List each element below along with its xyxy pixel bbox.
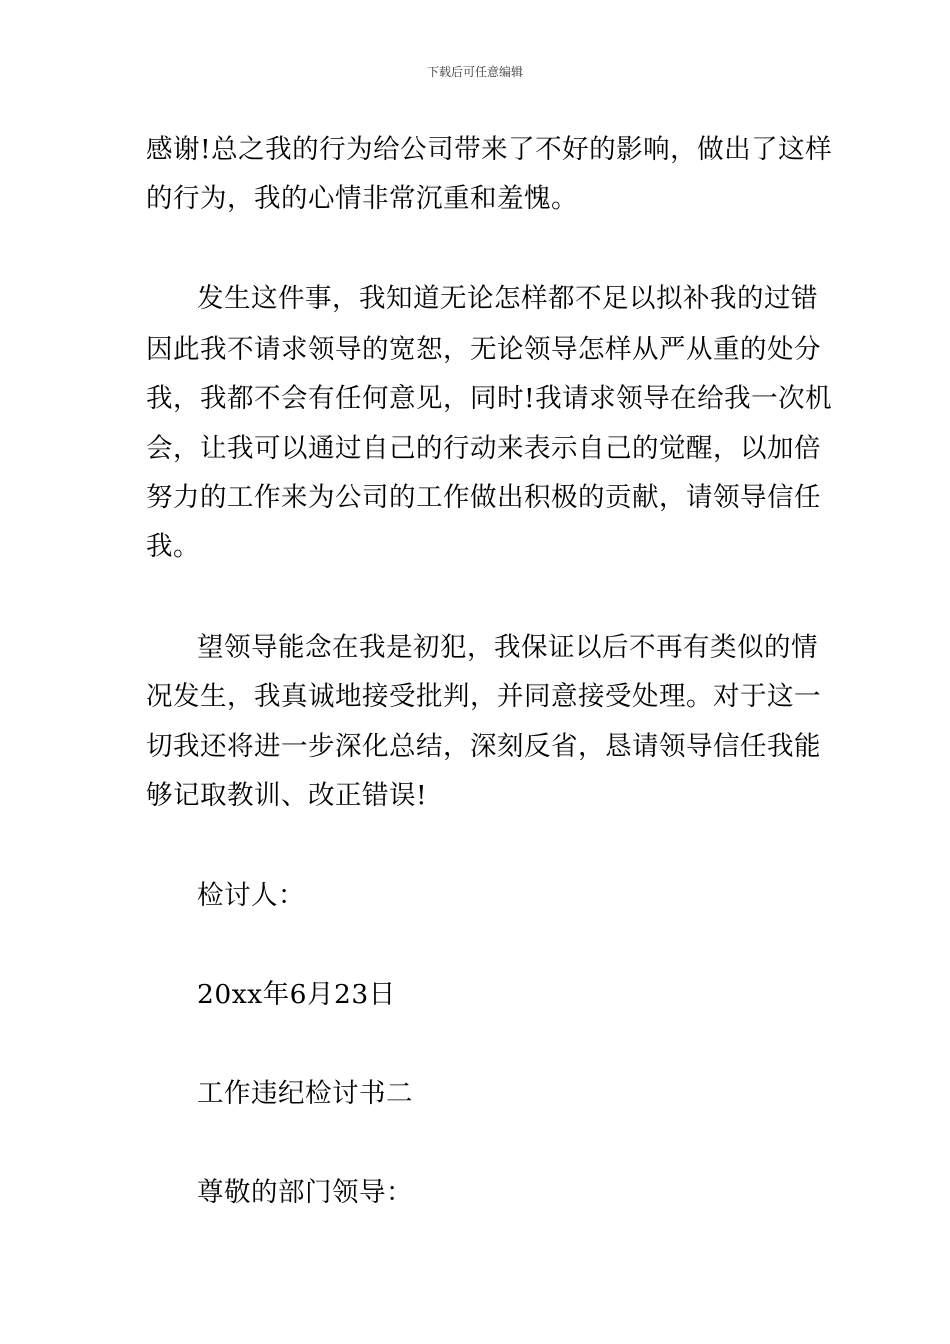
paragraph-line: 切我还将进一步深化总结，深刻反省，恳请领导信任我能 (146, 731, 821, 762)
page-header: 下载后可任意编辑 (426, 65, 523, 79)
paragraph-line: 的行为，我的心情非常沉重和羞愧。 (146, 183, 578, 214)
section-title: 工作违纪检讨书二 (197, 1078, 413, 1109)
salutation: 尊敬的部门领导： (197, 1177, 413, 1208)
signature-date: 20xx年6月23日 (197, 979, 396, 1010)
paragraph-line: 努力的工作来为公司的工作做出积极的贡献，请领导信任 (146, 482, 821, 513)
paragraph-line: 够记取教训、改正错误! (146, 780, 428, 811)
paragraph-line: 会，让我可以通过自己的行动来表示自己的觉醒，以加倍 (146, 433, 821, 464)
signature-label: 检讨人： (197, 880, 305, 911)
paragraph-line: 我。 (146, 531, 200, 562)
paragraph-line: 感谢!总之我的行为给公司带来了不好的影响，做出了这样 (146, 134, 833, 165)
paragraph-line: 因此我不请求领导的宽恕，无论领导怎样从严从重的处分 (146, 334, 821, 365)
paragraph-line: 况发生，我真诚地接受批判，并同意接受处理。对于这一 (146, 681, 821, 712)
paragraph-line: 发生这件事，我知道无论怎样都不足以拟补我的过错 (197, 283, 818, 314)
paragraph-line: 望领导能念在我是初犯，我保证以后不再有类似的情 (197, 632, 818, 663)
paragraph-line: 我，我都不会有任何意见，同时!我请求领导在给我一次机 (146, 383, 833, 414)
